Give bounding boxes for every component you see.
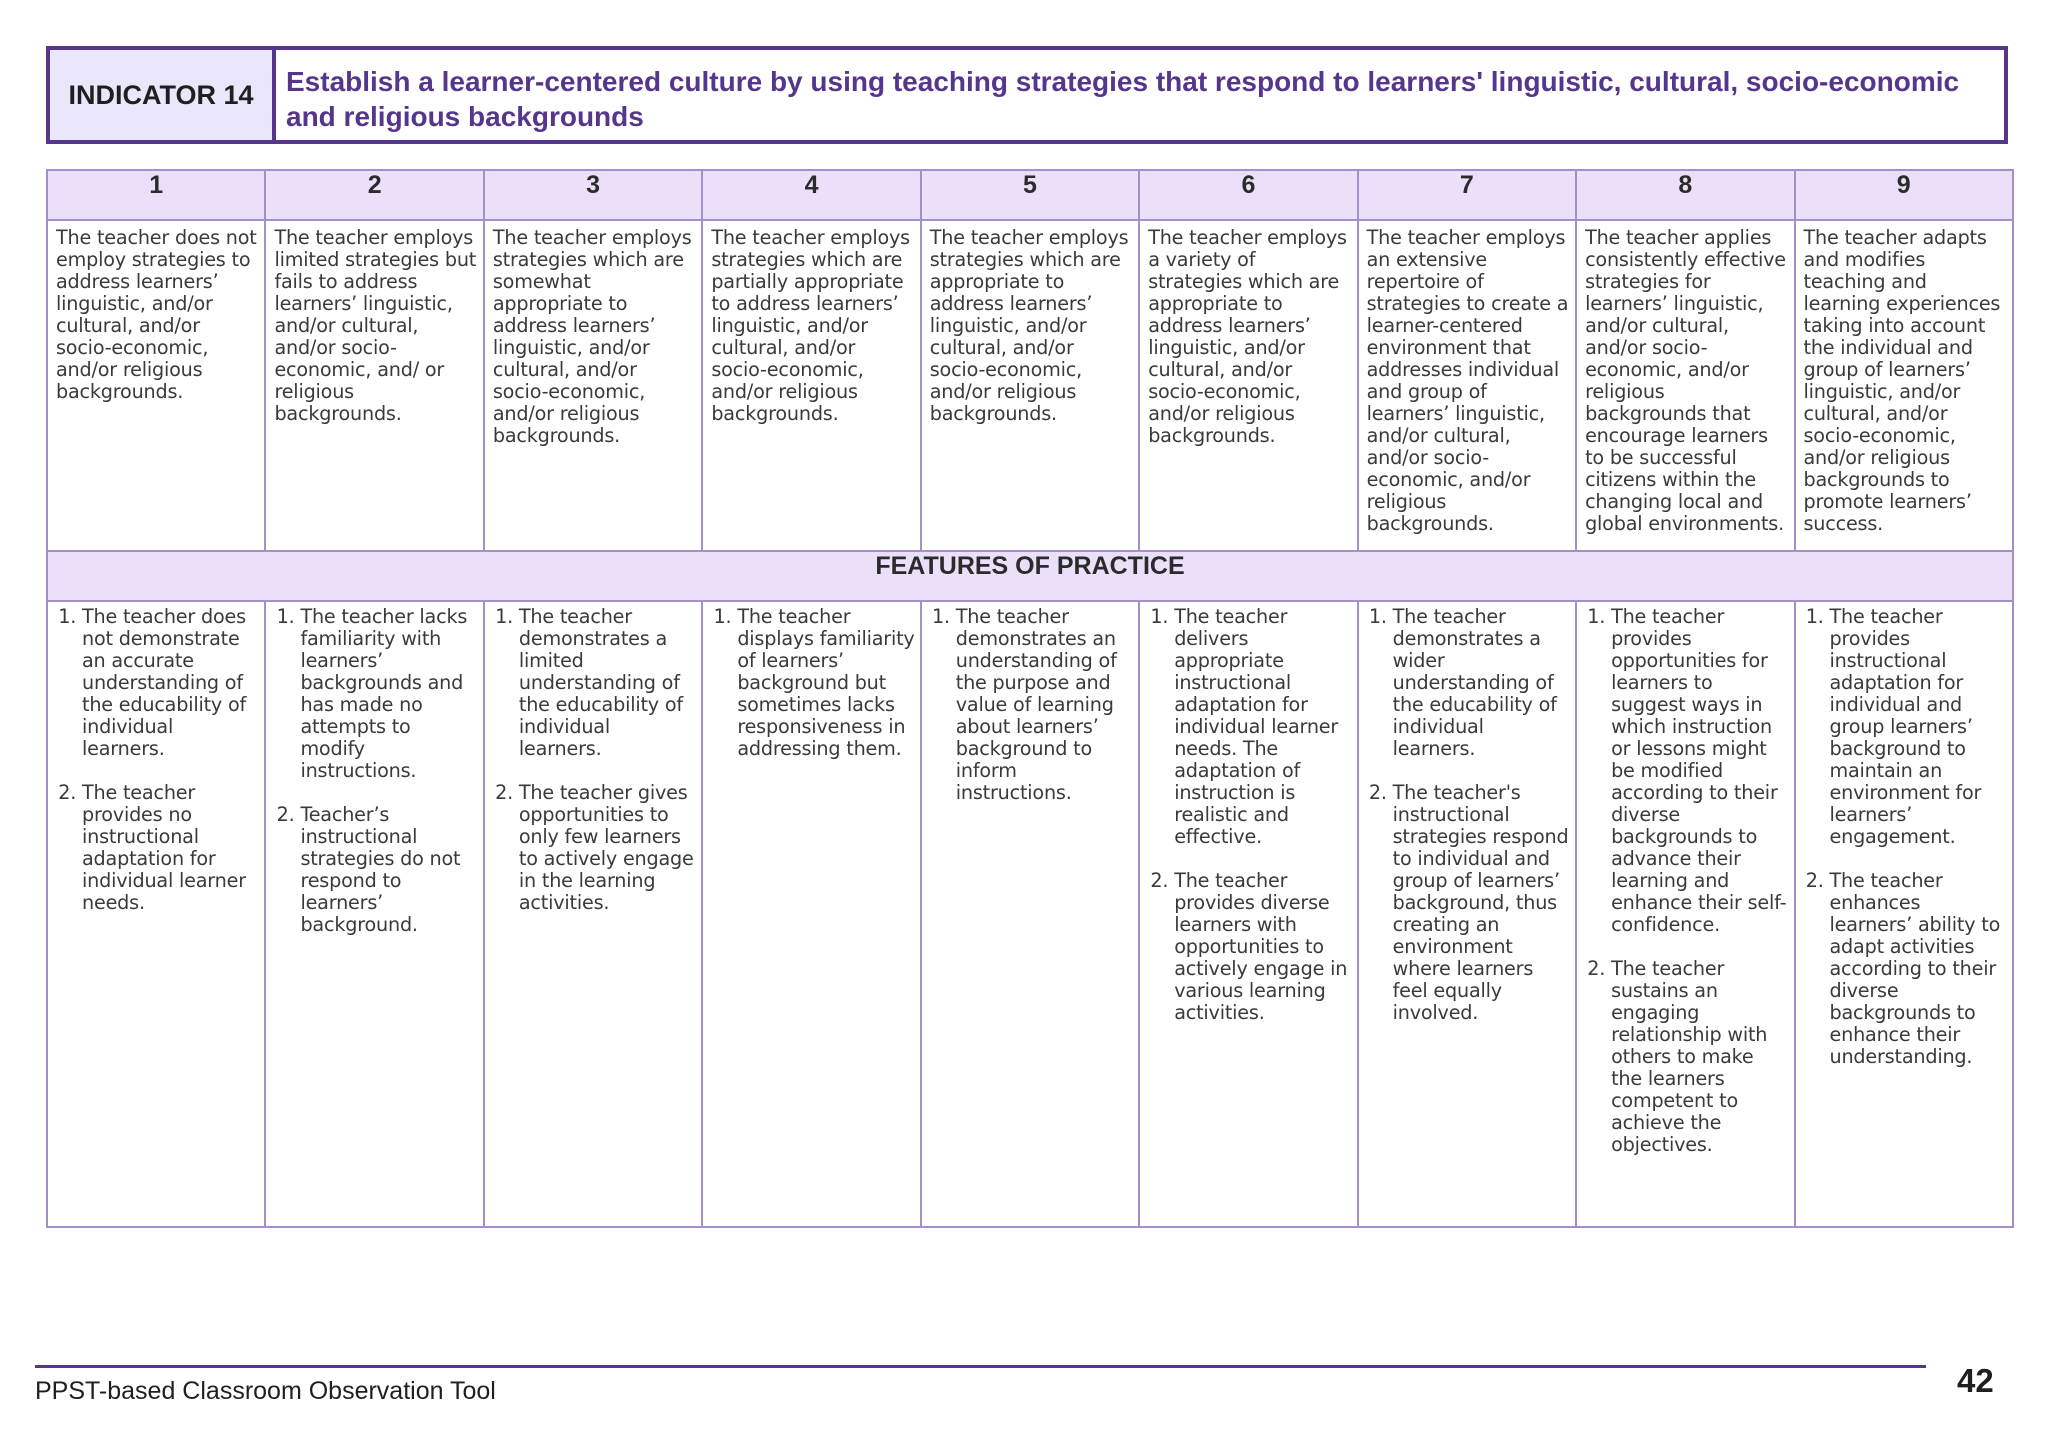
practice-cell-6 <box>1139 601 1357 1227</box>
practice-item: 2. The teacher gives opportunities to only few learners to actively engage in the learning activities. <box>519 782 697 914</box>
level-number-2: 2 <box>265 170 483 220</box>
level-number-9: 9 <box>1795 170 2014 220</box>
practice-row <box>47 601 2013 1227</box>
features-of-practice-heading: FEATURES OF PRACTICE <box>47 551 2013 601</box>
footer-divider <box>35 1365 1926 1368</box>
practice-cell-3 <box>484 601 702 1227</box>
practice-item: 1. The teacher provides opportunities for learners to suggest ways in which instruction or lessons might be modified according to their diverse backgrounds to advance their learning and enhance their self-confidence. <box>1611 606 1789 936</box>
level-description-2: The teacher employs limited strategies but fails to address learners’ linguistic, and/or cultural, and/or socio-economic, and/ or religious backgrounds. <box>265 220 483 551</box>
practice-cell-5 <box>921 601 1139 1227</box>
level-description-8: The teacher applies consistently effective strategies for learners’ linguistic, and/or cultural, and/or socio-economic, and/or religious backgrounds that encourage learners to be successful citizens within the changing local and global environments. <box>1576 220 1794 551</box>
level-description-row <box>47 220 2013 551</box>
level-description-9: The teacher adapts and modifies teaching and learning experiences taking into account the individual and group of learners’ linguistic, and/or cultural, and/or socio-economic, and/or religious backgrounds to promote learners’ success. <box>1795 220 2014 551</box>
practice-list <box>54 606 260 914</box>
practice-list <box>1583 606 1789 1156</box>
level-number-row <box>47 170 2013 220</box>
indicator-title: Establish a learner-centered culture by using teaching strategies that respond to learners' linguistic, cultural, socio-economic and religious backgrounds <box>286 66 1960 132</box>
level-number-5: 5 <box>921 170 1139 220</box>
practice-item: 1. The teacher demonstrates an understanding of the purpose and value of learning about learners’ background to inform instructions. <box>956 606 1134 804</box>
features-heading-row <box>47 551 2013 601</box>
practice-item: 2. The teacher enhances learners’ ability to adapt activities according to their diverse backgrounds to enhance their understanding. <box>1830 870 2009 1068</box>
level-number-1: 1 <box>47 170 265 220</box>
practice-item: 1. The teacher provides instructional adaptation for individual and group learners’ background to maintain an environment for learners’ engagement. <box>1830 606 2009 848</box>
practice-item: 1. The teacher demonstrates a limited understanding of the educability of individual learners. <box>519 606 697 760</box>
practice-item: 2. The teacher provides no instructional adaptation for individual learner needs. <box>82 782 260 914</box>
level-number-3: 3 <box>484 170 702 220</box>
practice-list <box>928 606 1134 804</box>
page-number: 42 <box>1957 1362 1994 1399</box>
practice-list <box>272 606 478 936</box>
practice-item: 1. The teacher lacks familiarity with learners’ backgrounds and has made no attempts to modify instructions. <box>300 606 478 782</box>
practice-list <box>709 606 915 760</box>
practice-cell-9 <box>1795 601 2014 1227</box>
practice-cell-7 <box>1358 601 1576 1227</box>
document-title: PPST-based Classroom Observation Tool <box>35 1377 496 1405</box>
level-description-4: The teacher employs strategies which are partially appropriate to address learners’ linguistic, and/or cultural, and/or socio-economic, and/or religious backgrounds. <box>702 220 920 551</box>
practice-item: 1. The teacher does not demonstrate an accurate understanding of the educability of individual learners. <box>82 606 260 760</box>
practice-item: 2. The teacher provides diverse learners with opportunities to actively engage in various learning activities. <box>1174 870 1352 1024</box>
practice-list <box>1146 606 1352 1024</box>
rubric-table <box>46 169 2014 1228</box>
level-description-3: The teacher employs strategies which are somewhat appropriate to address learners’ linguistic, and/or cultural, and/or socio-economic, and/or religious backgrounds. <box>484 220 702 551</box>
practice-item: 2. Teacher’s instructional strategies do not respond to learners’ background. <box>300 804 478 936</box>
practice-list <box>491 606 697 914</box>
practice-list <box>1802 606 2009 1068</box>
level-number-6: 6 <box>1139 170 1357 220</box>
level-description-1: The teacher does not employ strategies to address learners’ linguistic, and/or cultural, and/or socio-economic, and/or religious backgrounds. <box>47 220 265 551</box>
practice-item: 1. The teacher displays familiarity of learners’ background but sometimes lacks responsiveness in addressing them. <box>737 606 915 760</box>
indicator-header <box>46 46 2008 144</box>
practice-list <box>1365 606 1571 1024</box>
level-number-7: 7 <box>1358 170 1576 220</box>
level-number-4: 4 <box>702 170 920 220</box>
level-number-8: 8 <box>1576 170 1794 220</box>
practice-item: 1. The teacher demonstrates a wider understanding of the educability of individual learners. <box>1393 606 1571 760</box>
practice-cell-2 <box>265 601 483 1227</box>
indicator-label: INDICATOR 14 <box>50 50 276 140</box>
level-description-6: The teacher employs a variety of strategies which are appropriate to address learners’ linguistic, and/or cultural, and/or socio-economic, and/or religious backgrounds. <box>1139 220 1357 551</box>
practice-cell-1 <box>47 601 265 1227</box>
practice-item: 1. The teacher delivers appropriate instructional adaptation for individual learner needs. The adaptation of instruction is realistic and effective. <box>1174 606 1352 848</box>
practice-item: 2. The teacher sustains an engaging relationship with others to make the learners competent to achieve the objectives. <box>1611 958 1789 1156</box>
practice-item: 2. The teacher's instructional strategies respond to individual and group of learners’ background, thus creating an environment where learners feel equally involved. <box>1393 782 1571 1024</box>
practice-cell-8 <box>1576 601 1794 1227</box>
level-description-7: The teacher employs an extensive repertoire of strategies to create a learner-centered environment that addresses individual and group of learners’ linguistic, and/or cultural, and/or socio-economic, and/or religious backgrounds. <box>1358 220 1576 551</box>
practice-cell-4 <box>702 601 920 1227</box>
level-description-5: The teacher employs strategies which are appropriate to address learners’ linguistic, and/or cultural, and/or socio-economic, and/or religious backgrounds. <box>921 220 1139 551</box>
